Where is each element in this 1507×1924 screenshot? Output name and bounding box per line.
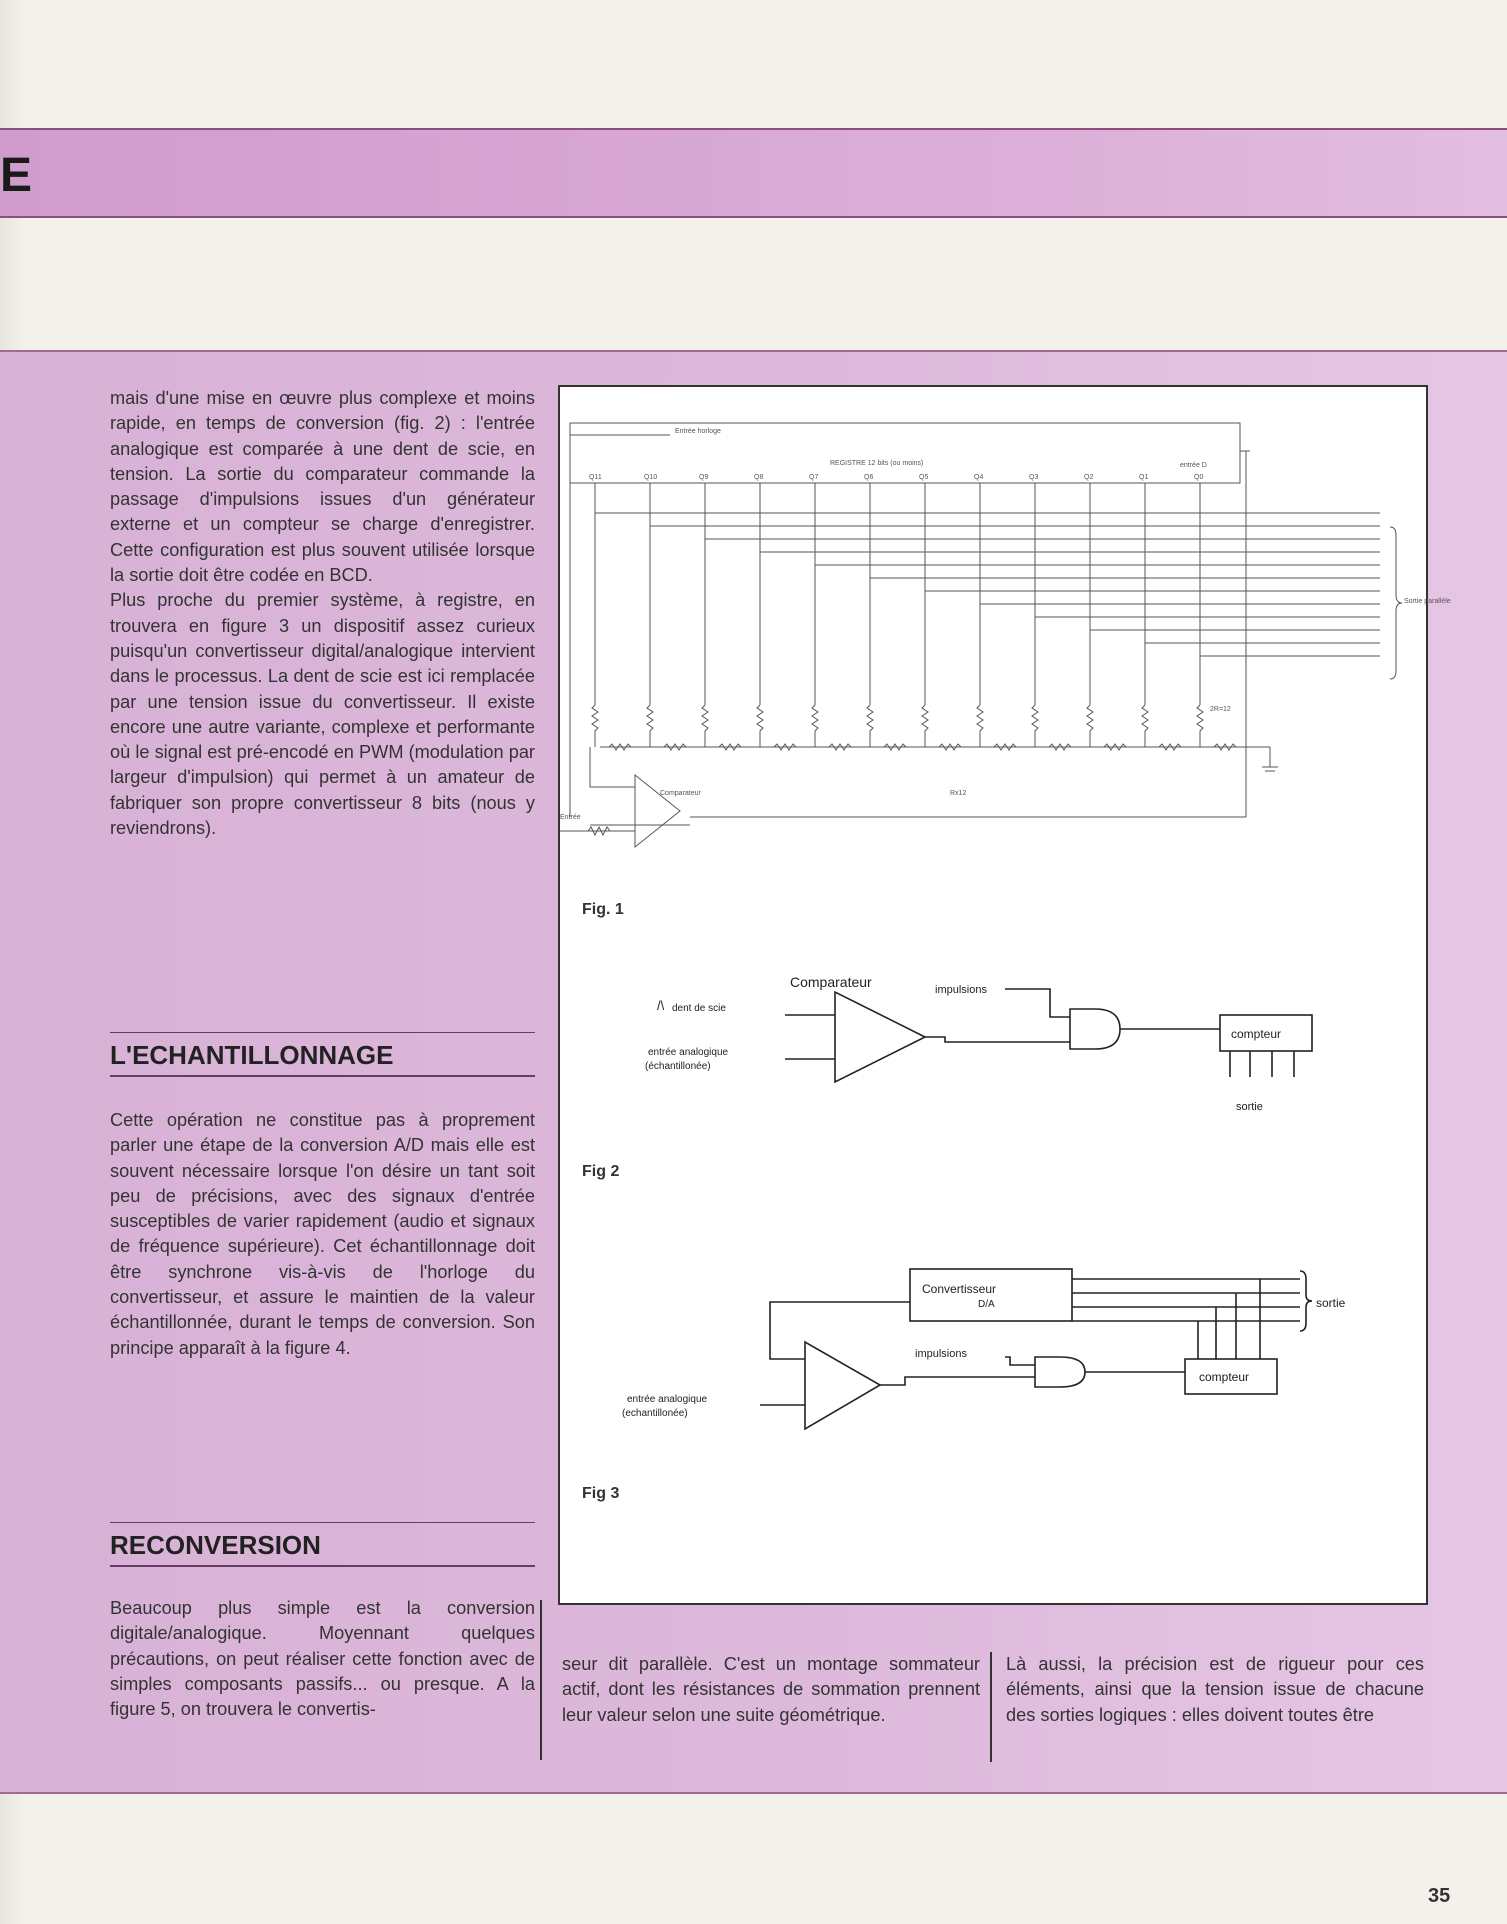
fig3-label: Fig 3	[582, 1485, 620, 1502]
fig3-convertisseur: Convertisseur	[922, 1282, 997, 1296]
column-1-bottom	[110, 1596, 535, 1722]
column-divider	[990, 1652, 992, 1762]
paragraph: seur dit parallèle. C'est un montage sommateur actif, dont les résistances de sommation prennent leur valeur selon une suite géométrique.	[562, 1654, 980, 1725]
fig3-sortie-brace	[1300, 1271, 1312, 1331]
fig3-comp-output	[880, 1377, 1035, 1385]
fig1-bit-label: Q0	[1194, 474, 1204, 481]
fig1-resistor	[977, 705, 983, 747]
fig2-comp-output	[925, 1037, 1070, 1042]
column-divider	[540, 1600, 542, 1760]
fig3-sortie: sortie	[1316, 1296, 1346, 1310]
header-band-letter: E	[0, 149, 33, 202]
fig1-registre: REGISTRE 12 bits (ou moins)	[830, 460, 924, 467]
fig2-compteur: compteur	[1231, 1027, 1282, 1041]
fig3-echantillonee: (echantillonée)	[622, 1408, 688, 1419]
fig1-resistor	[647, 705, 653, 747]
section-heading-echantillonnage: L'ECHANTILLONNAGE	[110, 1040, 535, 1077]
fig1-bit-label: Q5	[919, 474, 929, 481]
fig1-comparator-triangle	[635, 775, 680, 847]
header-band	[0, 128, 1507, 218]
fig1-bit-label: Q7	[809, 474, 819, 481]
fig3-impulsions: impulsions	[915, 1348, 967, 1360]
fig1-sortie-brace	[1390, 527, 1402, 679]
fig2-label: Fig 2	[582, 1163, 620, 1180]
fig1-bit-label: Q3	[1029, 474, 1039, 481]
fig1-resistor	[1087, 705, 1093, 747]
fig2-ramp-icon: /\	[657, 998, 665, 1013]
fig1-rx: Rx12	[950, 790, 967, 797]
fig1-bit-lines	[592, 483, 1380, 750]
fig1-entree: Entrée	[560, 814, 581, 821]
fig1-bit-label: Q1	[1139, 474, 1149, 481]
fig3-da-feedback	[770, 1302, 910, 1359]
fig1-bit-label: Q11	[589, 474, 602, 481]
column-2	[562, 1652, 980, 1728]
fig1-resistor	[592, 705, 598, 747]
fig1-entree-horloge: Entrée horloge	[675, 428, 721, 435]
fig1-resistor	[757, 705, 763, 747]
fig1-label: Fig. 1	[582, 901, 624, 918]
figures-svg	[560, 387, 1451, 1603]
fig3-compteur: compteur	[1199, 1370, 1250, 1384]
fig2-sortie: sortie	[1236, 1101, 1263, 1113]
column-1-middle	[110, 1108, 535, 1361]
fig1-resistor	[702, 705, 708, 747]
fig1-bit-label: Q9	[699, 474, 709, 481]
paragraph: Plus proche du premier système, à registre, en trouvera en figure 3 un dispositif assez curieux puisqu'un convertisseur digital/analogique intervient dans le processus. La dent de scie est ici remplacée par une tension issue du convertisseur. Il existe encore une autre variante, complexe et performante où le signal est pré-encodé en PWM (modulation par largeur d'impulsion) qui permet à un amateur de fabriquer son propre convertisseur 8 bits (nous y reviendrons).	[110, 590, 535, 839]
fig1-ladder	[560, 527, 1402, 847]
fig1-bit-label: Q6	[864, 474, 874, 481]
fig1-resistor	[922, 705, 928, 747]
fig1-schematic	[570, 423, 1507, 927]
fig3-impulsions-line	[1005, 1357, 1035, 1365]
fig1-resistor	[1032, 705, 1038, 747]
fig1-entree-d: entrée D	[1180, 462, 1207, 469]
paragraph: Beaucoup plus simple est la conversion digitale/analogique. Moyennant quelques précautions, on peut réaliser cette fonction avec de simples composants passifs... ou presque. A la figure 5, on trouvera le convertis-	[110, 1598, 535, 1720]
page-number: 35	[1428, 1885, 1451, 1907]
fig3-and-gate	[1035, 1357, 1085, 1387]
fig1-bit-labels	[589, 474, 1203, 481]
fig3-entree-analogique: entrée analogique	[627, 1394, 708, 1405]
fig1-r-label: 2R=12	[1210, 706, 1231, 713]
fig2-entree-analogique: entrée analogique	[648, 1047, 729, 1058]
fig2-impulsions: impulsions	[935, 984, 987, 996]
fig2-comparateur: Comparateur	[790, 974, 872, 990]
fig1-bit-label: Q4	[974, 474, 984, 481]
fig3-da: D/A	[978, 1299, 995, 1310]
fig1-bit-label: Q8	[754, 474, 764, 481]
column-1-top	[110, 386, 535, 841]
fig1-resistor	[1142, 705, 1148, 747]
fig1-resistor	[812, 705, 818, 747]
fig1-comp-feedback	[590, 747, 635, 787]
column-3	[1006, 1652, 1424, 1728]
fig1-resistor	[867, 705, 873, 747]
fig1-bit-label: Q10	[644, 474, 658, 481]
paragraph: Cette opération ne constitue pas à proprement parler une étape de la conversion A/D mais elle est souvent nécessaire lorsque l'on désire un tant soit peu de précisions, avec des signaux d'entrée susceptibles de varier rapidement (audio et signaux de fréquence supérieure). Cet échantillonnage doit être synchrone vis-à-vis de l'horloge du convertisseur, et assure le maintien de la valeur échantillonnée, durant le temps de conversion. Son principe apparaît à la figure 4.	[110, 1110, 535, 1358]
fig2-dent-de-scie: dent de scie	[672, 1003, 726, 1014]
paragraph: mais d'une mise en œuvre plus complexe et moins rapide, en temps de conversion (fig. 2) : l'entrée analogique est comparée à une dent de scie, en tension. La sortie du comparateur commande la passage d'impulsions issues d'un générateur externe et un compteur se charge d'enregistrer. Cette configuration est plus souvent utilisée lorsque la sortie doit être codée en BCD.	[110, 388, 535, 586]
paragraph: Là aussi, la précision est de rigueur pour ces éléments, ainsi que la tension issue de chacune des sorties logiques : elles doivent toutes être	[1006, 1654, 1424, 1725]
fig2-comparator-triangle	[835, 992, 925, 1082]
fig1-resistor	[1197, 705, 1203, 747]
fig3-comparator-triangle	[805, 1342, 880, 1429]
fig2-and-gate	[1070, 1009, 1120, 1049]
fig2-echantillonee: (échantillonée)	[645, 1061, 711, 1072]
figure-box	[558, 385, 1451, 1605]
fig1-comparateur: Comparateur	[660, 790, 701, 797]
fig1-bit-label: Q2	[1084, 474, 1094, 481]
fig3-schematic	[760, 1269, 1312, 1429]
fig1-sortie-parallele: Sortie parallèle	[1404, 598, 1451, 605]
fig2-impulsions-line	[1005, 989, 1070, 1017]
section-heading-reconversion: RECONVERSION	[110, 1530, 535, 1567]
